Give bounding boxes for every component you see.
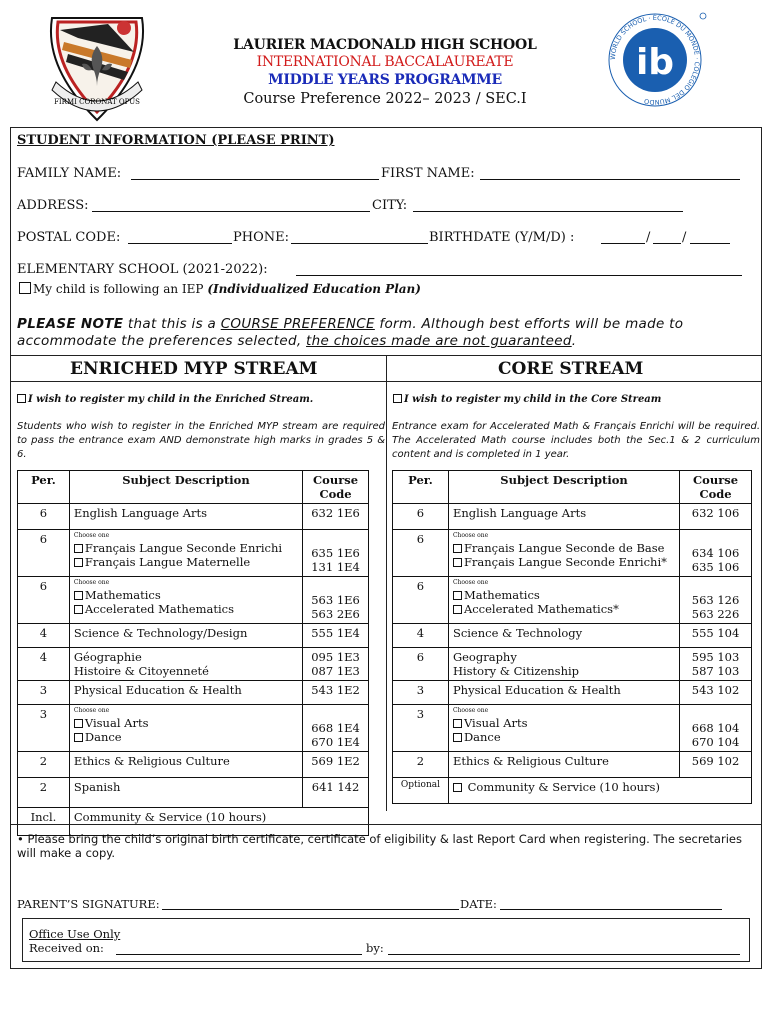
code-cell: [680, 530, 752, 577]
table-row: [393, 624, 752, 648]
table-row: [18, 648, 369, 681]
student-info-heading: STUDENT INFORMATION (PLEASE PRINT): [17, 133, 335, 148]
subject-cell: Science & Technology/Design: [69, 624, 302, 648]
subject-cell: [69, 530, 302, 577]
subject-cell: English Language Arts: [448, 504, 679, 530]
table-row: [18, 752, 369, 778]
subject-a: Geography: [452, 650, 517, 664]
code-a: 563 1E6: [311, 593, 360, 607]
subject-cell: English Language Arts: [69, 504, 302, 530]
option-label: Dance: [84, 730, 122, 744]
per-cell: 4: [18, 648, 70, 681]
elementary-school-field[interactable]: [296, 264, 742, 276]
table-row: [393, 504, 752, 530]
footer-top-rule: [10, 824, 762, 825]
subject-b: History & Citizenship: [452, 664, 580, 678]
received-on-label: Received on:: [29, 941, 104, 955]
choose-one-label: Choose one: [73, 579, 110, 586]
enriched-col-code: Course Code: [303, 471, 369, 504]
subject-cell: [69, 577, 302, 624]
program-myp: MIDDLE YEARS PROGRAMME: [268, 72, 502, 88]
form-title: Course Preference 2022– 2023 / SEC.I: [243, 91, 527, 107]
address-field[interactable]: [92, 200, 370, 212]
community-service-checkbox[interactable]: [453, 783, 462, 792]
subject-cell: [448, 530, 679, 577]
subject-b: Histoire & Citoyenneté: [73, 664, 209, 678]
subject-cell: [448, 648, 679, 681]
table-row: [18, 778, 369, 808]
birthdate-slash-2: /: [682, 230, 687, 245]
core-description: Entrance exam for Accelerated Math & Français Enrichi will be required. The Accelerated Math course includes both the Sec.1 & 2 curriculum content and is completed in 1 year.: [392, 421, 760, 460]
option-checkbox[interactable]: [74, 544, 83, 553]
crest-motto: FIRMI CORONAT OPUS: [54, 98, 140, 106]
city-field[interactable]: [413, 200, 683, 212]
code-cell: [303, 530, 369, 577]
code-b: 587 103: [691, 664, 740, 678]
code-b: 635 106: [691, 560, 740, 574]
family-name-label: FAMILY NAME:: [17, 166, 122, 181]
option-checkbox[interactable]: [74, 719, 83, 728]
office-use-box: [22, 918, 750, 962]
per-cell: 3: [393, 705, 449, 752]
code-cell: 555 1E4: [303, 624, 369, 648]
subject-cell: Spanish: [69, 778, 302, 808]
table-row: [18, 504, 369, 530]
code-b: 670 1E4: [311, 735, 360, 749]
option-label: Visual Arts: [84, 716, 149, 730]
code-cell: [680, 577, 752, 624]
choose-one-label: Choose one: [73, 707, 110, 714]
option-checkbox[interactable]: [74, 558, 83, 567]
per-cell: 4: [18, 624, 70, 648]
birthdate-year-field[interactable]: [601, 232, 645, 244]
code-cell: 543 1E2: [303, 681, 369, 705]
bullet-icon: •: [17, 832, 24, 846]
table-row: [18, 681, 369, 705]
subject-cell: [69, 648, 302, 681]
enriched-col-subject: Subject Description: [69, 471, 302, 504]
core-register-checkbox[interactable]: [393, 394, 402, 403]
table-row: [18, 624, 369, 648]
subject-cell: Ethics & Religious Culture: [69, 752, 302, 778]
code-cell: [303, 648, 369, 681]
option-checkbox[interactable]: [453, 719, 462, 728]
iep-label: My child is following an IEP: [33, 282, 204, 296]
table-row: [393, 681, 752, 705]
code-a: 563 126: [691, 593, 740, 607]
streams-divider: [386, 355, 387, 811]
ib-logo-text: ib: [635, 42, 675, 83]
code-cell: [680, 648, 752, 681]
table-row: [393, 530, 752, 577]
option-label: Visual Arts: [463, 716, 528, 730]
bullet-text: Please bring the child’s original birth certificate, certificate of eligibility & last Report Card when registering. The secretaries will make a copy.: [17, 832, 742, 860]
per-cell: Optional: [393, 778, 449, 804]
code-cell: 569 102: [680, 752, 752, 778]
subject-cell: [448, 778, 751, 804]
code-a: 634 106: [691, 546, 740, 560]
code-cell: 569 1E2: [303, 752, 369, 778]
subject-cell: [448, 705, 679, 752]
choose-one-label: Choose one: [452, 532, 489, 539]
core-col-code: Course Code: [680, 471, 752, 504]
ib-ring-text: WORLD SCHOOL · ÉCOLE DU MONDE · COLEGIO DEL MUNDO: [608, 13, 702, 107]
option-checkbox[interactable]: [453, 544, 462, 553]
bullet-note: [17, 832, 747, 860]
choose-one-label: Choose one: [452, 707, 489, 714]
option-checkbox[interactable]: [74, 605, 83, 614]
table-row: [393, 577, 752, 624]
office-use-label: Office Use Only: [29, 927, 121, 941]
subject-cell: [69, 705, 302, 752]
postal-code-label: POSTAL CODE:: [17, 230, 121, 245]
birthdate-slash-1: /: [646, 230, 651, 245]
table-row: [18, 705, 369, 752]
enriched-description: Students who wish to register in the Enriched MYP stream are required to pass the entrance exam AND demonstrate high marks in grades 5 & 6.: [17, 421, 385, 460]
received-by-field[interactable]: [388, 943, 740, 955]
first-name-label: FIRST NAME:: [381, 166, 475, 181]
code-cell: [680, 705, 752, 752]
received-by-label: by:: [366, 941, 384, 955]
city-label: CITY:: [372, 198, 408, 213]
code-cell: 555 104: [680, 624, 752, 648]
per-cell: 6: [18, 530, 70, 577]
core-register-row: [393, 394, 661, 405]
code-a: 668 104: [691, 721, 740, 735]
per-cell: 2: [393, 752, 449, 778]
enriched-course-table: [17, 470, 369, 836]
table-row: [393, 778, 752, 804]
table-row: [393, 705, 752, 752]
core-col-per: Per.: [393, 471, 449, 504]
per-cell: 3: [18, 681, 70, 705]
core-stream-title: CORE STREAM: [498, 359, 644, 379]
elementary-school-label: ELEMENTARY SCHOOL (2021-2022):: [17, 262, 268, 277]
code-cell: 641 142: [303, 778, 369, 808]
code-b: 087 1E3: [311, 664, 360, 678]
option-checkbox[interactable]: [453, 605, 462, 614]
option-label: Accelerated Mathematics: [84, 602, 235, 616]
core-course-table: [392, 470, 752, 804]
option-label: Dance: [463, 730, 501, 744]
birthdate-label: BIRTHDATE (Y/M/D) :: [429, 230, 575, 245]
note-text-2: form. Although best efforts will be made to accommodate the preferences selected,: [17, 316, 684, 349]
code-cell: 632 106: [680, 504, 752, 530]
subject-cell: Physical Education & Health: [448, 681, 679, 705]
code-a: 635 1E6: [311, 546, 360, 560]
per-cell: 6: [393, 648, 449, 681]
option-checkbox[interactable]: [74, 591, 83, 600]
option-label: Community & Service (10 hours): [467, 780, 660, 794]
option-label: Français Langue Maternelle: [84, 555, 251, 569]
code-b: 670 104: [691, 735, 740, 749]
per-cell: 6: [18, 577, 70, 624]
core-register-label: I wish to register my child in the Core Stream: [404, 394, 662, 405]
core-col-subject: Subject Description: [448, 471, 679, 504]
option-label: Mathematics: [463, 588, 540, 602]
note-bold: PLEASE NOTE: [17, 316, 124, 332]
iep-italic-label: (Individualized Education Plan): [207, 282, 421, 296]
birthdate-day-field[interactable]: [690, 232, 730, 244]
family-name-field[interactable]: [131, 168, 379, 180]
code-cell: [303, 705, 369, 752]
option-label: Français Langue Seconde Enrichi: [84, 541, 283, 555]
option-label: Français Langue Seconde Enrichi*: [463, 555, 667, 569]
option-label: Accelerated Mathematics*: [463, 602, 619, 616]
per-cell: 4: [393, 624, 449, 648]
code-cell: 632 1E6: [303, 504, 369, 530]
table-row: [393, 752, 752, 778]
code-b: 131 1E4: [311, 560, 360, 574]
subject-cell: [448, 577, 679, 624]
address-label: ADDRESS:: [17, 198, 89, 213]
subject-cell: Science & Technology: [448, 624, 679, 648]
code-a: 595 103: [691, 650, 740, 664]
option-checkbox[interactable]: [453, 558, 462, 567]
note-text-1: that this is a: [127, 316, 217, 332]
per-cell: 3: [393, 681, 449, 705]
school-name: LAURIER MACDONALD HIGH SCHOOL: [233, 37, 537, 53]
enriched-register-row: [17, 394, 313, 405]
option-label: Français Langue Seconde de Base: [463, 541, 665, 555]
per-cell: 2: [18, 752, 70, 778]
phone-label: PHONE:: [233, 230, 289, 245]
note-not-guaranteed: the choices made are not guaranteed: [306, 333, 572, 349]
phone-field[interactable]: [291, 232, 428, 244]
parent-signature-field[interactable]: [162, 898, 459, 910]
subject-cell: Community & Service (10 hours): [69, 808, 368, 836]
birthdate-month-field[interactable]: [653, 232, 681, 244]
table-row: [18, 577, 369, 624]
choose-one-label: Choose one: [73, 532, 110, 539]
code-a: 668 1E4: [311, 721, 360, 735]
option-checkbox[interactable]: [453, 733, 462, 742]
per-cell: 3: [18, 705, 70, 752]
note-underlined: COURSE PREFERENCE: [220, 316, 375, 332]
parent-signature-label: PARENT’S SIGNATURE:: [17, 897, 160, 911]
code-cell: 543 102: [680, 681, 752, 705]
program-ib: INTERNATIONAL BACCALAUREATE: [256, 54, 514, 70]
per-cell: Incl.: [18, 808, 70, 836]
subject-cell: Ethics & Religious Culture: [448, 752, 679, 778]
code-cell: [303, 577, 369, 624]
enriched-register-label: I wish to register my child in the Enriched Stream.: [28, 394, 314, 405]
per-cell: 2: [18, 778, 70, 808]
iep-row: [19, 282, 421, 296]
table-row: [18, 530, 369, 577]
subject-a: Géographie: [73, 650, 142, 664]
subject-cell: Physical Education & Health: [69, 681, 302, 705]
date-label: DATE:: [460, 897, 497, 911]
enriched-col-per: Per.: [18, 471, 70, 504]
code-a: 095 1E3: [311, 650, 360, 664]
date-field[interactable]: [500, 898, 722, 910]
per-cell: 6: [393, 530, 449, 577]
per-cell: 6: [393, 577, 449, 624]
preference-note: [17, 316, 743, 350]
table-row: [393, 648, 752, 681]
code-b: 563 2E6: [311, 607, 360, 621]
enriched-stream-title: ENRICHED MYP STREAM: [70, 359, 318, 379]
received-on-field[interactable]: [116, 943, 362, 955]
postal-code-field[interactable]: [128, 232, 232, 244]
enriched-register-checkbox[interactable]: [17, 394, 26, 403]
choose-one-label: Choose one: [452, 579, 489, 586]
per-cell: 6: [18, 504, 70, 530]
iep-checkbox[interactable]: [19, 282, 31, 294]
option-checkbox[interactable]: [453, 591, 462, 600]
option-checkbox[interactable]: [74, 733, 83, 742]
note-end: .: [571, 333, 577, 349]
first-name-field[interactable]: [480, 168, 740, 180]
per-cell: 6: [393, 504, 449, 530]
code-b: 563 226: [691, 607, 740, 621]
option-label: Mathematics: [84, 588, 161, 602]
